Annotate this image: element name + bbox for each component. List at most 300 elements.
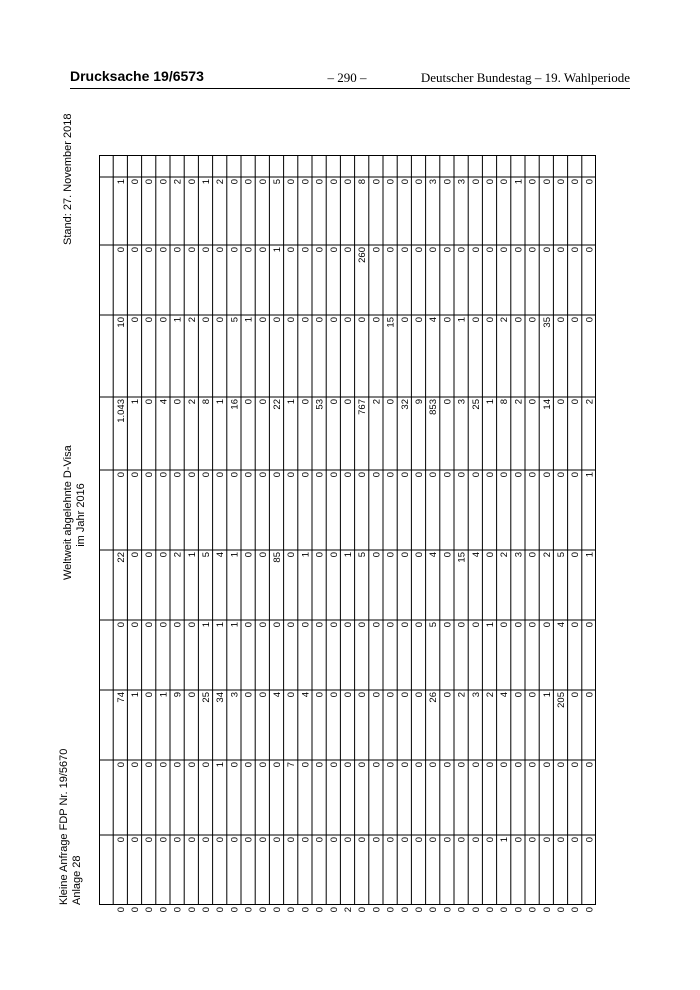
table-cell: 8	[357, 179, 369, 185]
table-cell: 0	[314, 692, 326, 698]
table-cell: 0	[456, 472, 468, 478]
table-cell: 0	[428, 907, 440, 913]
table-cell: 0	[229, 179, 241, 185]
table-cell: 0	[272, 622, 283, 628]
table-cell: 260	[357, 247, 369, 263]
table-cell: 0	[485, 762, 496, 768]
table-cell: 1	[485, 622, 496, 628]
table-cell: 0	[442, 622, 454, 628]
table-cell: 0	[527, 472, 539, 478]
table-cell: 0	[541, 837, 553, 843]
table-cell: 0	[527, 317, 539, 323]
table-cell: 0	[499, 907, 511, 913]
table-cell: 2	[215, 179, 227, 185]
table-cell: 0	[314, 472, 326, 478]
table-cell: 74	[115, 692, 127, 703]
table-cell: 0	[144, 399, 156, 405]
table-cell: 0	[343, 692, 354, 698]
table-cell: 0	[414, 472, 425, 478]
table-cell: 0	[257, 247, 269, 253]
table-cell: 0	[158, 472, 170, 478]
table-cell: 0	[172, 399, 184, 405]
table-cell: 0	[343, 622, 354, 628]
table-cell: 0	[144, 622, 156, 628]
table-cell: 7	[286, 762, 298, 768]
table-cell: 0	[343, 762, 354, 768]
table-cell: 0	[158, 762, 170, 768]
table-cell: 0	[470, 762, 482, 768]
table-title-line2: im Jahr 2016	[75, 483, 87, 547]
table-cell: 1	[243, 317, 255, 323]
table-cell: 0	[442, 552, 454, 558]
table-cell: 0	[243, 179, 255, 185]
table-cell: 0	[456, 762, 468, 768]
table-cell: 0	[186, 907, 198, 913]
table-cell: 0	[584, 907, 596, 913]
table-cell: 4	[556, 622, 567, 628]
table-cell: 0	[229, 907, 241, 913]
table-cell: 0	[428, 762, 440, 768]
table-cell: 1	[229, 622, 241, 628]
table-cell: 3	[428, 179, 440, 185]
table-cell: 0	[130, 552, 141, 558]
table-cell: 0	[272, 472, 283, 478]
table-cell: 4	[428, 317, 440, 323]
table-cell: 1	[115, 179, 127, 185]
table-cell: 15	[456, 552, 468, 563]
table-cell: 0	[286, 247, 298, 253]
table-cell: 2	[584, 399, 596, 405]
table-cell: 1	[158, 692, 170, 698]
table-cell: 0	[272, 907, 283, 913]
table-cell: 0	[470, 472, 482, 478]
table-cell: 0	[499, 762, 511, 768]
table-cell: 0	[243, 692, 255, 698]
table-cell: 0	[513, 837, 525, 843]
table-cell: 0	[201, 472, 212, 478]
table-cell: 0	[215, 907, 227, 913]
table-cell: 0	[300, 622, 312, 628]
table-cell: 0	[414, 907, 425, 913]
table-cell: 5	[201, 552, 212, 558]
table-cell: 0	[343, 399, 354, 405]
table-cell: 0	[527, 247, 539, 253]
table-cell: 0	[229, 472, 241, 478]
table-cell: 5	[357, 552, 369, 558]
table-cell: 2	[172, 179, 184, 185]
table-cell: 0	[399, 692, 411, 698]
table-cell: 0	[115, 622, 127, 628]
table-cell: 0	[300, 472, 312, 478]
table-cell: 0	[328, 907, 340, 913]
table-cell: 0	[499, 622, 511, 628]
table-cell: 2	[541, 552, 553, 558]
table-cell: 0	[144, 317, 156, 323]
table-cell: 1	[272, 247, 283, 253]
table-cell: 0	[130, 179, 141, 185]
table-cell: 1.043	[115, 399, 127, 423]
table-cell: 0	[243, 552, 255, 558]
table-cell: 3	[456, 179, 468, 185]
table-cell: 0	[414, 247, 425, 253]
table-cell: 0	[541, 247, 553, 253]
table-cell: 0	[556, 179, 567, 185]
table-cell: 0	[243, 247, 255, 253]
table-cell: 0	[158, 179, 170, 185]
table-cell: 0	[243, 837, 255, 843]
table-cell: 0	[215, 247, 227, 253]
table-cell: 1	[130, 692, 141, 698]
table-cell: 1	[300, 552, 312, 558]
table-cell: 0	[570, 317, 582, 323]
table-cell: 2	[172, 552, 184, 558]
table-cell: 0	[158, 837, 170, 843]
table-cell: 0	[328, 472, 340, 478]
table-cell: 5	[556, 552, 567, 558]
table-cell: 0	[328, 762, 340, 768]
table-cell: 0	[144, 247, 156, 253]
table-cell: 2	[186, 399, 198, 405]
table-cell: 0	[442, 472, 454, 478]
table-cell: 0	[556, 762, 567, 768]
table-cell: 0	[172, 622, 184, 628]
table-cell: 4	[272, 692, 283, 698]
table-cell: 0	[243, 762, 255, 768]
table-cell: 0	[257, 472, 269, 478]
table-cell: 0	[300, 837, 312, 843]
table-cell: 0	[201, 837, 212, 843]
table-cell: 0	[158, 622, 170, 628]
table-cell: 0	[328, 317, 340, 323]
table-cell: 0	[371, 247, 383, 253]
table-cell: 0	[527, 762, 539, 768]
table-cell: 0	[186, 179, 198, 185]
table-cell: 3	[229, 692, 241, 698]
table-cell: 3	[456, 399, 468, 405]
table-cell: 0	[172, 247, 184, 253]
table-cell: 35	[541, 317, 553, 328]
table-cell: 767	[357, 399, 369, 415]
table-cell: 0	[570, 399, 582, 405]
table-cell: 0	[371, 552, 383, 558]
document-number	[70, 68, 204, 84]
table-cell: 0	[272, 837, 283, 843]
table-cell: 0	[186, 762, 198, 768]
table-cell: 0	[357, 907, 369, 913]
table-cell: 0	[215, 472, 227, 478]
table-cell: 0	[527, 399, 539, 405]
table-cell: 0	[158, 317, 170, 323]
table-cell: 0	[172, 762, 184, 768]
table-cell: 0	[584, 762, 596, 768]
table-cell: 0	[357, 837, 369, 843]
table-cell: 3	[513, 552, 525, 558]
table-cell: 0	[144, 179, 156, 185]
table-cell: 0	[584, 179, 596, 185]
table-cell: 0	[527, 692, 539, 698]
table-cell: 0	[513, 622, 525, 628]
table-cell: 0	[399, 247, 411, 253]
table-cell: 0	[470, 179, 482, 185]
table-cell: 0	[144, 837, 156, 843]
table-cell: 0	[314, 247, 326, 253]
table-cell: 0	[201, 317, 212, 323]
table-cell: 0	[300, 317, 312, 323]
table-cell: 0	[343, 472, 354, 478]
table-cell: 0	[371, 179, 383, 185]
table-cell: 0	[556, 399, 567, 405]
table-cell: 0	[130, 247, 141, 253]
table-cell: 0	[257, 399, 269, 405]
table-cell: 0	[371, 837, 383, 843]
table-cell: 0	[442, 317, 454, 323]
table-cell: 0	[570, 837, 582, 843]
table-cell: 0	[286, 317, 298, 323]
table-cell: 0	[570, 622, 582, 628]
table-cell: 16	[229, 399, 241, 410]
table-cell: 0	[243, 399, 255, 405]
table-cell: 0	[570, 472, 582, 478]
table-cell: 0	[499, 247, 511, 253]
table-cell: 0	[357, 692, 369, 698]
table-cell: 0	[371, 317, 383, 323]
table-cell: 3	[470, 692, 482, 698]
table-cell: 0	[470, 317, 482, 323]
table-cell: 0	[186, 622, 198, 628]
table-cell: 0	[527, 552, 539, 558]
table-cell: 5	[272, 179, 283, 185]
table-cell: 53	[314, 399, 326, 410]
table-cell: 1	[215, 399, 227, 405]
table-cell: 0	[186, 837, 198, 843]
table-cell: 0	[357, 622, 369, 628]
table-title	[62, 445, 88, 580]
inquiry-title: Kleine Anfrage FDP Nr. 19/5670	[58, 748, 70, 905]
table-cell: 0	[158, 247, 170, 253]
table-cell: 0	[144, 552, 156, 558]
table-cell: 0	[485, 247, 496, 253]
table-cell: 0	[201, 762, 212, 768]
table-cell: 0	[314, 552, 326, 558]
table-cell: 0	[385, 552, 397, 558]
table-cell: 9	[172, 692, 184, 698]
table-cell: 4	[158, 399, 170, 405]
table-cell: 4	[499, 692, 511, 698]
table-cell: 0	[186, 472, 198, 478]
table-cell: 0	[385, 179, 397, 185]
table-cell: 0	[257, 622, 269, 628]
table-cell: 1	[201, 622, 212, 628]
table-cell: 25	[470, 399, 482, 410]
table-cell: 5	[428, 622, 440, 628]
table-cell: 1	[541, 692, 553, 698]
table-cell: 0	[584, 247, 596, 253]
table-cell: 0	[286, 552, 298, 558]
table-cell: 0	[485, 179, 496, 185]
table-cell: 0	[485, 317, 496, 323]
table-cell: 0	[286, 692, 298, 698]
table-cell: 0	[513, 907, 525, 913]
document-prefix: Drucksache 19/	[70, 68, 173, 84]
table-cell: 0	[470, 622, 482, 628]
table-cell: 2	[456, 692, 468, 698]
table-cell: 0	[584, 317, 596, 323]
table-cell: 0	[243, 472, 255, 478]
table-cell: 0	[115, 907, 127, 913]
table-cell: 0	[300, 179, 312, 185]
table-cell: 0	[556, 472, 567, 478]
table-cell: 0	[456, 837, 468, 843]
table-cell: 0	[371, 622, 383, 628]
table-cell: 32	[399, 399, 411, 410]
page-number: – 290 –	[327, 70, 367, 85]
table-cell: 2	[499, 552, 511, 558]
table-cell: 0	[371, 472, 383, 478]
table-cell: 0	[541, 179, 553, 185]
table-cell: 0	[399, 622, 411, 628]
table-cell: 0	[470, 247, 482, 253]
table-cell: 0	[229, 247, 241, 253]
table-cell: 0	[527, 179, 539, 185]
table-cell: 1	[130, 399, 141, 405]
table-cell: 0	[513, 762, 525, 768]
table-cell: 0	[442, 907, 454, 913]
table-cell: 0	[229, 837, 241, 843]
table-cell: 0	[570, 762, 582, 768]
table-cell: 0	[314, 317, 326, 323]
table-cell: 0	[115, 762, 127, 768]
table-cell: 1	[513, 179, 525, 185]
table-cell: 0	[328, 692, 340, 698]
table-cell: 1	[215, 622, 227, 628]
table-cell: 0	[442, 762, 454, 768]
table-cell: 1	[584, 552, 596, 558]
table-cell: 0	[527, 907, 539, 913]
table-cell: 0	[300, 399, 312, 405]
table-cell: 0	[456, 247, 468, 253]
table-cell: 0	[470, 907, 482, 913]
table-cell: 1	[343, 552, 354, 558]
table-cell: 0	[541, 762, 553, 768]
table-cell: 0	[485, 907, 496, 913]
table-cell: 4	[215, 552, 227, 558]
table-cell: 0	[172, 472, 184, 478]
table-cell: 0	[201, 247, 212, 253]
table-cell: 0	[243, 907, 255, 913]
table-cell: 0	[144, 472, 156, 478]
table-cell: 0	[428, 837, 440, 843]
table-cell: 25	[201, 692, 212, 703]
table-cell: 0	[300, 247, 312, 253]
table-cell: 0	[343, 179, 354, 185]
table-cell: 0	[286, 907, 298, 913]
table-cell: 0	[371, 907, 383, 913]
table-cell: 0	[442, 692, 454, 698]
table-cell: 0	[130, 907, 141, 913]
table-cell: 0	[328, 552, 340, 558]
table-cell: 1	[499, 837, 511, 843]
table-cell: 0	[442, 837, 454, 843]
table-cell: 0	[314, 907, 326, 913]
table-cell: 2	[371, 399, 383, 405]
table-cell: 0	[215, 317, 227, 323]
table-cell: 0	[144, 692, 156, 698]
table-cell: 0	[357, 472, 369, 478]
table-cell: 0	[527, 837, 539, 843]
table-cell: 0	[115, 837, 127, 843]
data-table	[99, 155, 596, 913]
table-cell: 0	[144, 907, 156, 913]
table-cell: 0	[257, 907, 269, 913]
table-cell: 0	[186, 692, 198, 698]
table-cell: 0	[371, 692, 383, 698]
table-cell: 0	[485, 552, 496, 558]
table-cell: 0	[328, 837, 340, 843]
table-cell: 22	[115, 552, 127, 563]
table-cell: 0	[414, 622, 425, 628]
table-cell: 0	[300, 762, 312, 768]
table-cell: 4	[300, 692, 312, 698]
table-cell: 0	[570, 179, 582, 185]
table-cell: 0	[570, 552, 582, 558]
table-cell: 0	[257, 762, 269, 768]
table-cell: 0	[442, 247, 454, 253]
table-cell: 0	[328, 399, 340, 405]
table-cell: 853	[428, 399, 440, 415]
table-cell: 0	[414, 317, 425, 323]
table-cell: 0	[499, 179, 511, 185]
table-cell: 0	[570, 692, 582, 698]
table-cell: 0	[257, 552, 269, 558]
table-cell: 0	[130, 762, 141, 768]
table-cell: 0	[314, 837, 326, 843]
table-cell: 0	[186, 247, 198, 253]
table-cell: 0	[158, 552, 170, 558]
table-cell: 0	[215, 837, 227, 843]
table-cell: 0	[541, 472, 553, 478]
table-cell: 1	[172, 317, 184, 323]
table-cell: 0	[300, 907, 312, 913]
table-cell: 0	[570, 247, 582, 253]
table-cell: 34	[215, 692, 227, 703]
table-cell: 0	[513, 317, 525, 323]
table-cell: 205	[556, 692, 567, 708]
table-cell: 0	[385, 837, 397, 843]
table-cell: 0	[385, 399, 397, 405]
table-cell: 22	[272, 399, 283, 410]
table-cell: 0	[257, 317, 269, 323]
inquiry-label	[58, 749, 84, 905]
table-cell: 0	[257, 837, 269, 843]
table-cell: 0	[144, 762, 156, 768]
table-cell: 0	[442, 399, 454, 405]
table-cell: 0	[399, 317, 411, 323]
table-cell: 1	[229, 552, 241, 558]
table-cell: 0	[527, 622, 539, 628]
table-cell: 0	[513, 247, 525, 253]
table-cell: 0	[428, 247, 440, 253]
table-cell: 0	[499, 472, 511, 478]
table-cell: 0	[428, 472, 440, 478]
table-cell: 0	[328, 622, 340, 628]
table-cell: 0	[286, 837, 298, 843]
table-cell: 0	[243, 622, 255, 628]
table-cell: 0	[485, 472, 496, 478]
table-cell: 0	[399, 907, 411, 913]
table-cell: 0	[328, 247, 340, 253]
annex-label: Anlage 28	[71, 855, 83, 905]
table-cell: 2	[343, 907, 354, 913]
